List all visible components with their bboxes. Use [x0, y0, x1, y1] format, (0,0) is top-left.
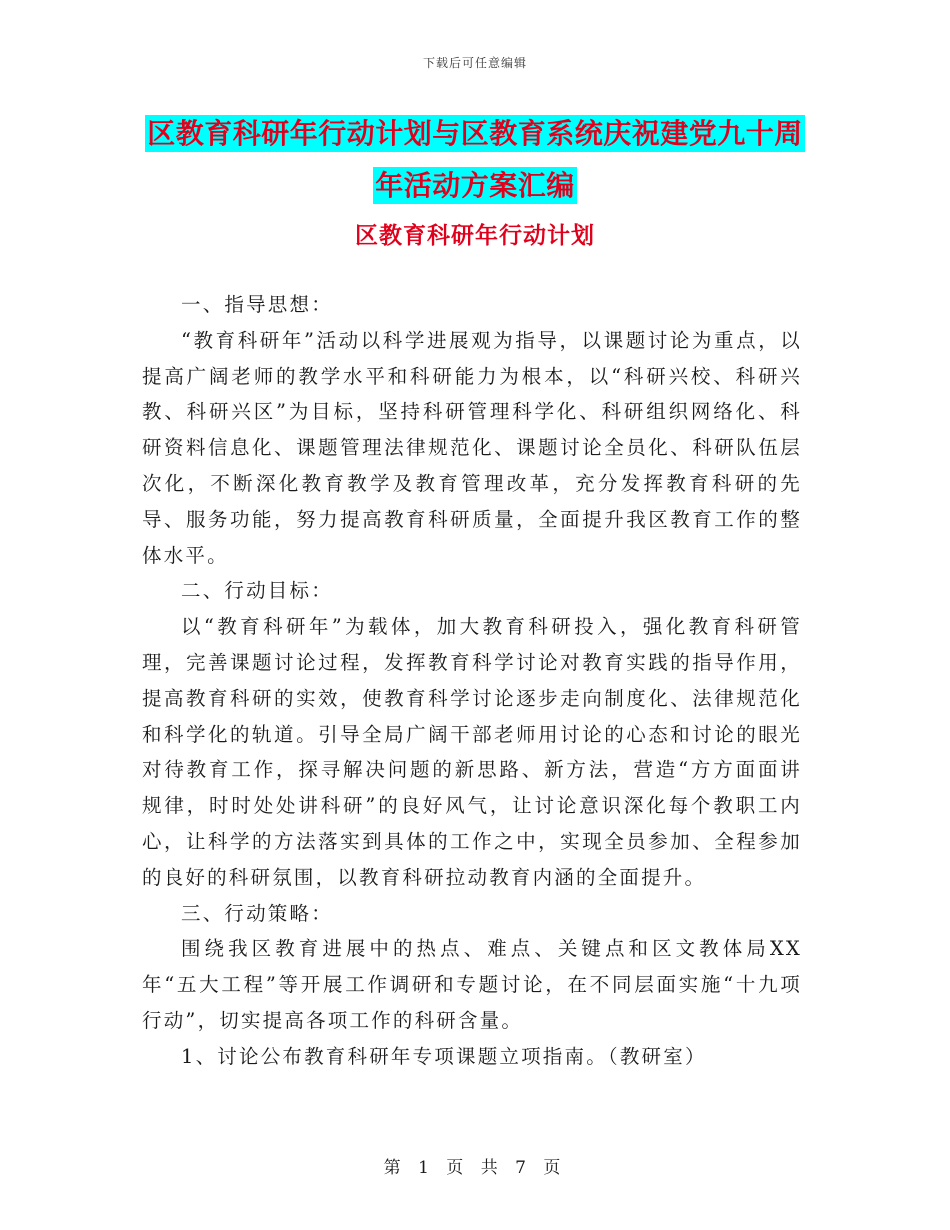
paragraph-action-goals: 以“教育科研年”为载体，加大教育科研投入，强化教育科研管理，完善课题讨论过程，发挥教育科学讨论对教育实践的指导作用，提高教育科研的实效，使教育科学讨论逐步走向制度化、法律规范化和科学化的轨道。引导全局广阔干部老师用讨论的心态和讨论的眼光对待教育工作，探寻解决问题的新思路、新方法，营造“方方面面讲规律，时时处处讲科研”的良好风气，让讨论意识深化每个教职工内心，让科学的方法落实到具体的工作之中，实现全员参加、全程参加的良好的科研氛围，以教育科研拉动教育内涵的全面提升。 [142, 615, 802, 889]
section-title: 区教育科研年行动计划 [355, 222, 595, 249]
heading-guiding-thought: 一、指导思想： [181, 293, 333, 316]
paragraph-guiding-thought: “教育科研年”活动以科学进展观为指导，以课题讨论为重点，以提高广阔老师的教学水平和科研能力为根本，以“科研兴校、科研兴教、科研兴区”为目标，坚持科研管理科学化、科研组织网络化、科研资料信息化、课题管理法律规范化、课题讨论全员化、科研队伍层次化，不断深化教育教学及教育管理改革，充分发挥教育科研的先导、服务功能，努力提高教育科研质量，全面提升我区教育工作的整体水平。 [142, 328, 802, 567]
heading-action-goals: 二、行动目标： [181, 579, 333, 603]
header-note: 下载后可任意编辑 [422, 56, 527, 70]
paragraph-action-strategy: 围绕我区教育进展中的热点、难点、关键点和区文教体局XX年“五大工程”等开展工作调研和专题讨论，在不同层面实施“十九项行动”，切实提高各项工作的科研含量。 [142, 937, 802, 1032]
document-title [0, 108, 950, 212]
list-item-1: 1、讨论公布教育科研年专项课题立项指南。（教研室） [181, 1044, 707, 1068]
title-line-1: 区教育科研年行动计划与区教育系统庆祝建党九十周 [147, 117, 803, 150]
heading-action-strategy: 三、行动策略： [181, 901, 333, 925]
page-footer: 第 1 页 共 7 页 [383, 1158, 567, 1178]
document-body [142, 287, 802, 1075]
title-line-2: 年活动方案汇编 [375, 169, 575, 202]
